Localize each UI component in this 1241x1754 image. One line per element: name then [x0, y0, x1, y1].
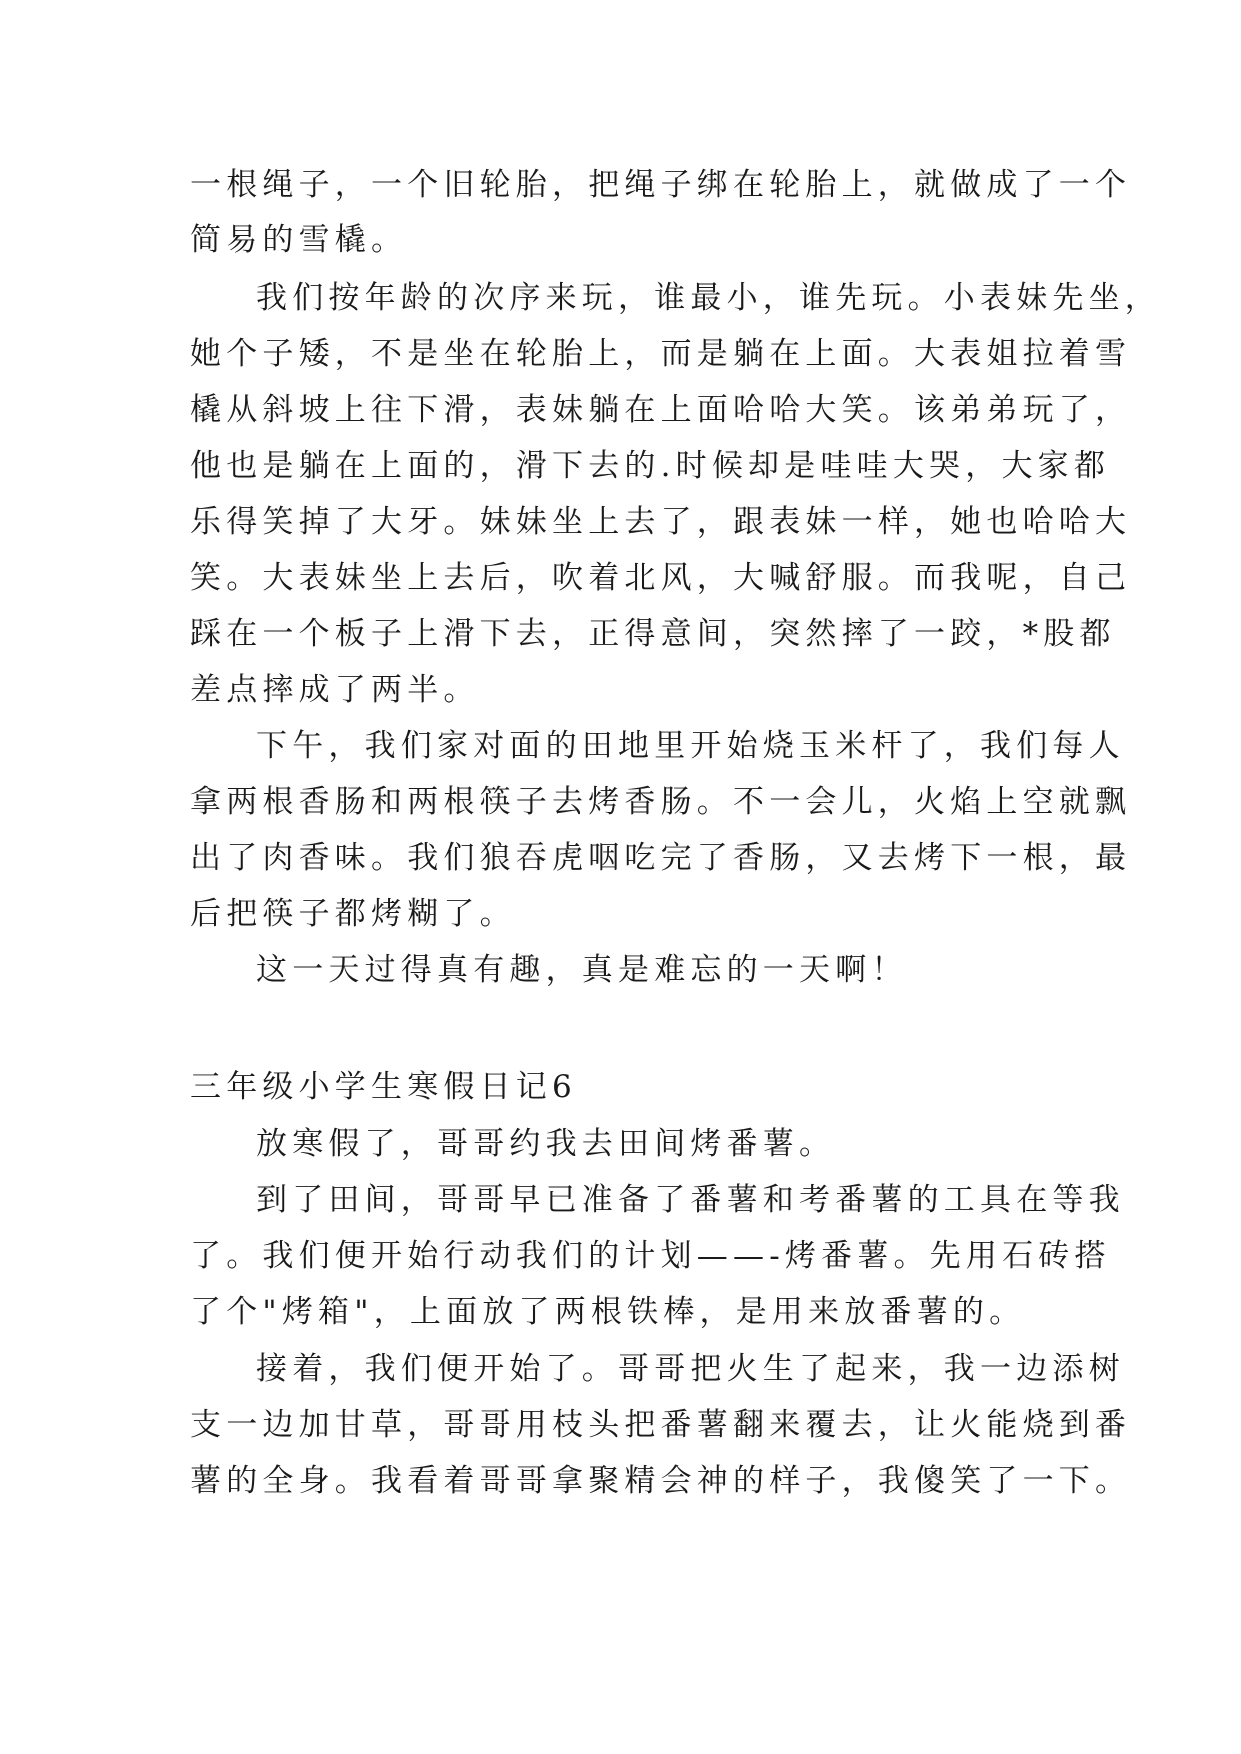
paragraph-start-line: 放寒假了，哥哥约我去田间烤番薯。: [256, 1126, 836, 1162]
text-line: 后把筷子都烤糊了。: [190, 896, 516, 932]
text-line: 出了肉香味。我们狼吞虎咽吃完了香肠，又去烤下一根，最: [190, 840, 1132, 876]
text-line: 了个"烤箱"，上面放了两根铁棒，是用来放番薯的。: [190, 1294, 1026, 1330]
text-line: 拿两根香肠和两根筷子去烤香肠。不一会儿，火焰上空就飘: [190, 784, 1132, 820]
paragraph-start-line: 到了田间，哥哥早已准备了番薯和考番薯的工具在等我: [256, 1182, 1125, 1218]
paragraph-start-line: 我们按年龄的次序来玩，谁最小，谁先玩。小表妹先坐，: [256, 280, 1161, 316]
text-line: 橇从斜坡上往下滑，表妹躺在上面哈哈大笑。该弟弟玩了，: [190, 392, 1132, 428]
paragraph-start-line: 这一天过得真有趣，真是难忘的一天啊！: [256, 952, 908, 988]
text-line: 她个子矮，不是坐在轮胎上，而是躺在上面。大表姐拉着雪: [190, 336, 1132, 372]
text-line: 支一边加甘草，哥哥用枝头把番薯翻来覆去，让火能烧到番: [190, 1407, 1132, 1443]
paragraph-start-line: 下午，我们家对面的田地里开始烧玉米杆了，我们每人: [256, 728, 1125, 764]
text-line: 差点摔成了两半。: [190, 672, 480, 708]
section-heading: 三年级小学生寒假日记6: [190, 1069, 577, 1105]
paragraph-start-line: 接着，我们便开始了。哥哥把火生了起来，我一边添树: [256, 1351, 1125, 1387]
text-line: 他也是躺在上面的，滑下去的.时候却是哇哇大哭，大家都: [190, 448, 1111, 484]
text-line: 一根绳子，一个旧轮胎，把绳子绑在轮胎上，就做成了一个: [190, 167, 1132, 203]
text-line: 薯的全身。我看着哥哥拿聚精会神的样子，我傻笑了一下。: [190, 1463, 1132, 1499]
text-line: 简易的雪橇。: [190, 222, 408, 258]
text-line: 笑。大表妹坐上去后，吹着北风，大喊舒服。而我呢，自己: [190, 560, 1132, 596]
text-line: 乐得笑掉了大牙。妹妹坐上去了，跟表妹一样，她也哈哈大: [190, 504, 1132, 540]
text-line: 踩在一个板子上滑下去，正得意间，突然摔了一跤，*股都: [190, 616, 1116, 652]
text-line: 了。我们便开始行动我们的计划——-烤番薯。先用石砖搭: [190, 1238, 1111, 1274]
